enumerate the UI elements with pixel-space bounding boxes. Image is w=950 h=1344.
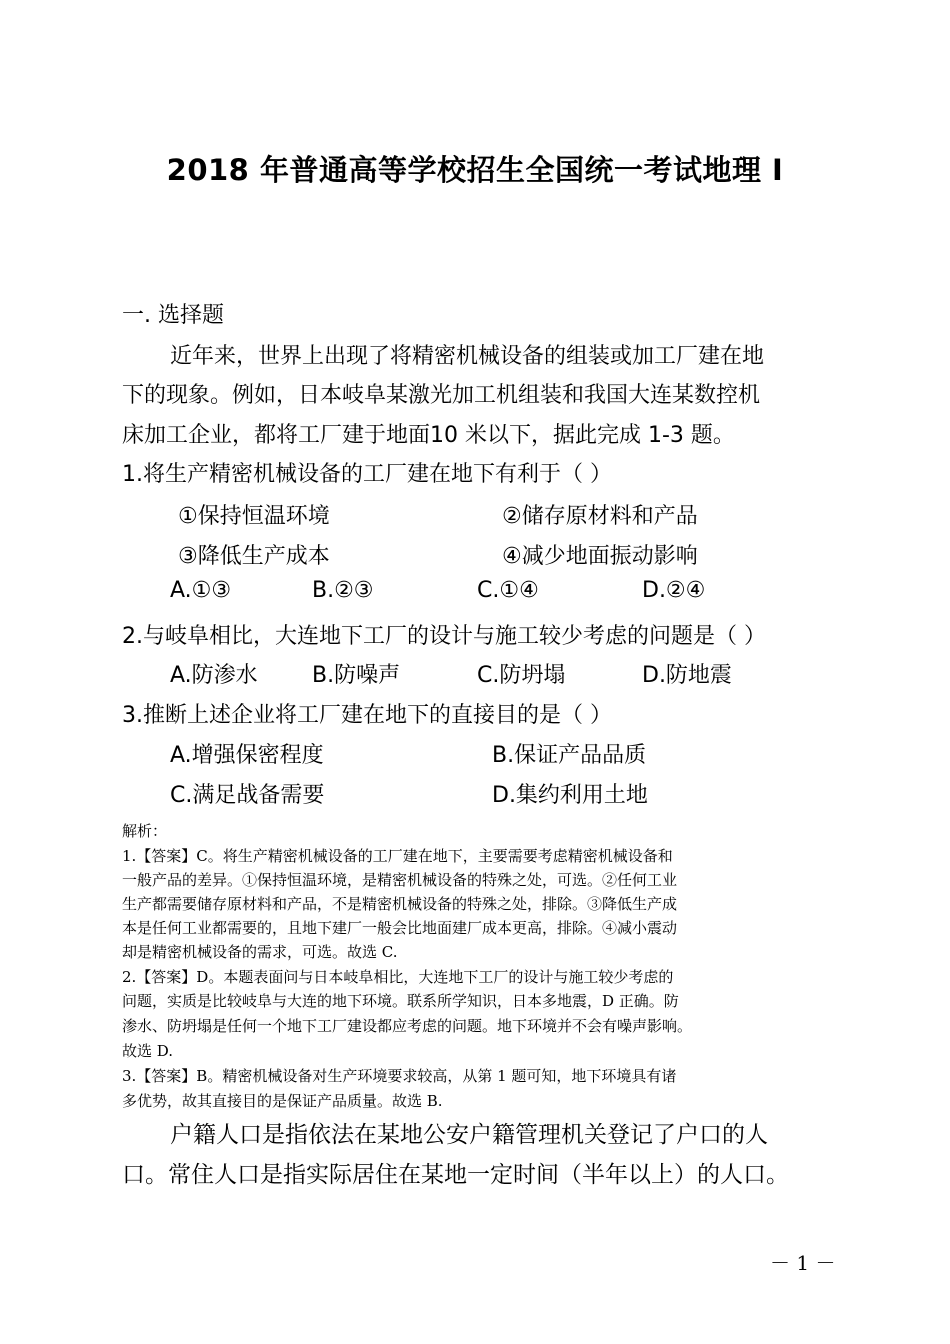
- analysis-heading: 解析：: [122, 822, 168, 840]
- q2-choice-d: D.防地震: [642, 663, 732, 688]
- q1-choice-c: C.①④: [477, 578, 539, 603]
- q3-choice-d: D.集约利用土地: [492, 783, 648, 808]
- section-heading: 一. 选择题: [122, 303, 224, 328]
- analysis-line: 问题，实质是比较岐阜与大连的地下环境。联系所学知识，日本多地震，D 正确。防: [122, 992, 679, 1010]
- intro-line-1: 近年来，世界上出现了将精密机械设备的组装或加工厂建在地: [170, 344, 765, 369]
- analysis-line: 一般产品的差异。①保持恒温环境，是精密机械设备的特殊之处，可选。②任何工业: [122, 871, 678, 889]
- q3-choice-c: C.满足战备需要: [170, 783, 325, 808]
- page-number: － 1 －: [770, 1251, 836, 1275]
- q1-item-2: ②储存原材料和产品: [502, 504, 698, 529]
- q3-choice-a: A.增强保密程度: [170, 743, 324, 768]
- page-title: 2018 年普通高等学校招生全国统一考试地理 I: [166, 153, 784, 187]
- q1-choice-d: D.②④: [642, 578, 706, 603]
- question-1-stem: 1.将生产精密机械设备的工厂建在地下有利于（ ）: [122, 462, 612, 487]
- intro-line-2: 下的现象。例如，日本岐阜某激光加工机组装和我国大连某数控机: [122, 383, 761, 408]
- analysis-line: 生产都需要储存原材料和产品，不是精密机械设备的特殊之处，排除。③降低生产成: [122, 895, 678, 913]
- analysis-line: 本是任何工业都需要的，且地下建厂一般会比地面建厂成本更高，排除。④减小震动: [122, 919, 678, 937]
- question-3-stem: 3.推断上述企业将工厂建在地下的直接目的是（ ）: [122, 703, 612, 728]
- analysis-line: 1.【答案】C。将生产精密机械设备的工厂建在地下，主要需要考虑精密机械设备和: [122, 847, 673, 865]
- question-2-stem: 2.与岐阜相比，大连地下工厂的设计与施工较少考虑的问题是（ ）: [122, 624, 766, 649]
- q3-choice-b: B.保证产品品质: [492, 743, 647, 768]
- q1-item-4: ④减少地面振动影响: [502, 544, 698, 569]
- q2-choice-b: B.防噪声: [312, 663, 401, 688]
- analysis-line: 渗水、防坍塌是任何一个地下工厂建设都应考虑的问题。地下环境并不会有噪声影响。: [122, 1017, 693, 1035]
- intro-line-3: 床加工企业，都将工厂建于地面10 米以下，据此完成 1-3 题。: [122, 423, 735, 448]
- q2-choice-a: A.防渗水: [170, 663, 258, 688]
- q1-item-1: ①保持恒温环境: [178, 504, 330, 529]
- q1-choice-a: A.①③: [170, 578, 232, 603]
- q1-choice-b: B.②③: [312, 578, 374, 603]
- analysis-line: 2.【答案】D。本题表面问与日本岐阜相比，大连地下工厂的设计与施工较少考虑的: [122, 968, 674, 986]
- outro-line-2: 口。常住人口是指实际居住在某地一定时间（半年以上）的人口。: [122, 1162, 789, 1188]
- q2-choice-c: C.防坍塌: [477, 663, 566, 688]
- q1-item-3: ③降低生产成本: [178, 544, 330, 569]
- outro-line-1: 户籍人口是指依法在某地公安户籍管理机关登记了户口的人: [170, 1122, 768, 1148]
- analysis-line: 却是精密机械设备的需求，可选。故选 C.: [122, 943, 398, 961]
- analysis-line: 多优势，故其直接目的是保证产品质量。故选 B.: [122, 1092, 443, 1110]
- analysis-line: 3.【答案】B。精密机械设备对生产环境要求较高，从第 1 题可知，地下环境具有诸: [122, 1067, 677, 1085]
- analysis-line: 故选 D.: [122, 1042, 174, 1060]
